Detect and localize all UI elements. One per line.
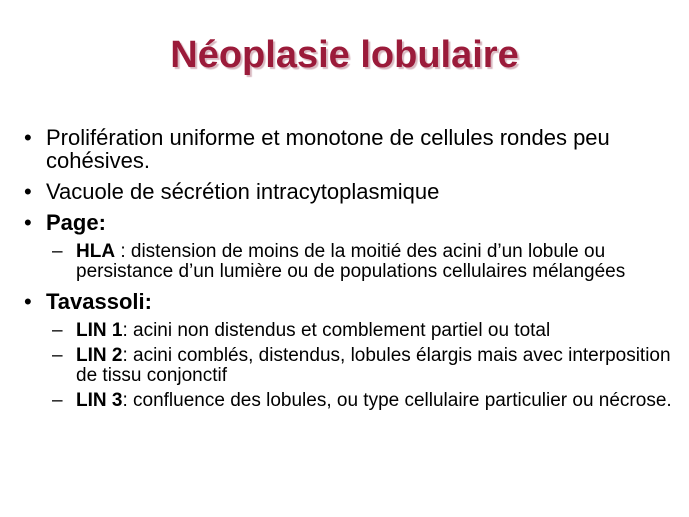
bullet-text: Prolifération uniforme et monotone de cellules rondes peu cohésives.	[46, 125, 610, 173]
bullet-item	[24, 180, 674, 203]
sub-item-label: HLA	[76, 241, 116, 262]
bullet-text: Vacuole de sécrétion intracytoplasmique	[46, 179, 440, 204]
bullet-text: Page:	[46, 210, 106, 235]
sub-item-text: : distension de moins de la moitié des acini d’un lobule ou persistance d’un lumière ou de populations cellulaires mélangées	[76, 241, 626, 282]
sub-item-text: : acini non distendus et comblement partiel ou total	[122, 320, 551, 341]
slide-title: Néoplasie lobulaire	[170, 34, 519, 76]
sub-item-label: LIN 2	[76, 345, 123, 366]
sub-item-hla	[24, 242, 674, 282]
dash-glyph: –	[52, 241, 63, 262]
bullet-glyph: •	[24, 289, 32, 314]
sub-item-lin3	[24, 391, 674, 411]
sub-item-lin2	[24, 346, 674, 386]
dash-glyph: –	[52, 320, 63, 341]
sub-item-label: LIN 3	[76, 390, 123, 411]
dash-glyph: –	[52, 345, 63, 366]
bullet-glyph: •	[24, 210, 32, 235]
sub-item-text: : confluence des lobules, ou type cellulaire particulier ou nécrose.	[122, 390, 672, 411]
dash-glyph: –	[52, 390, 63, 411]
slide-content	[24, 126, 674, 416]
bullet-item-page	[24, 211, 674, 234]
sub-item-text: : acini comblés, distendus, lobules élargis mais avec interposition de tissu conjonctif	[76, 345, 671, 386]
sub-item-label: LIN 1	[76, 320, 123, 341]
bullet-text: Tavassoli:	[46, 289, 152, 314]
bullet-item	[24, 126, 674, 172]
sub-item-lin1	[24, 321, 674, 341]
bullet-item-tavassoli	[24, 290, 674, 313]
bullet-glyph: •	[24, 179, 32, 204]
bullet-glyph: •	[24, 125, 32, 150]
